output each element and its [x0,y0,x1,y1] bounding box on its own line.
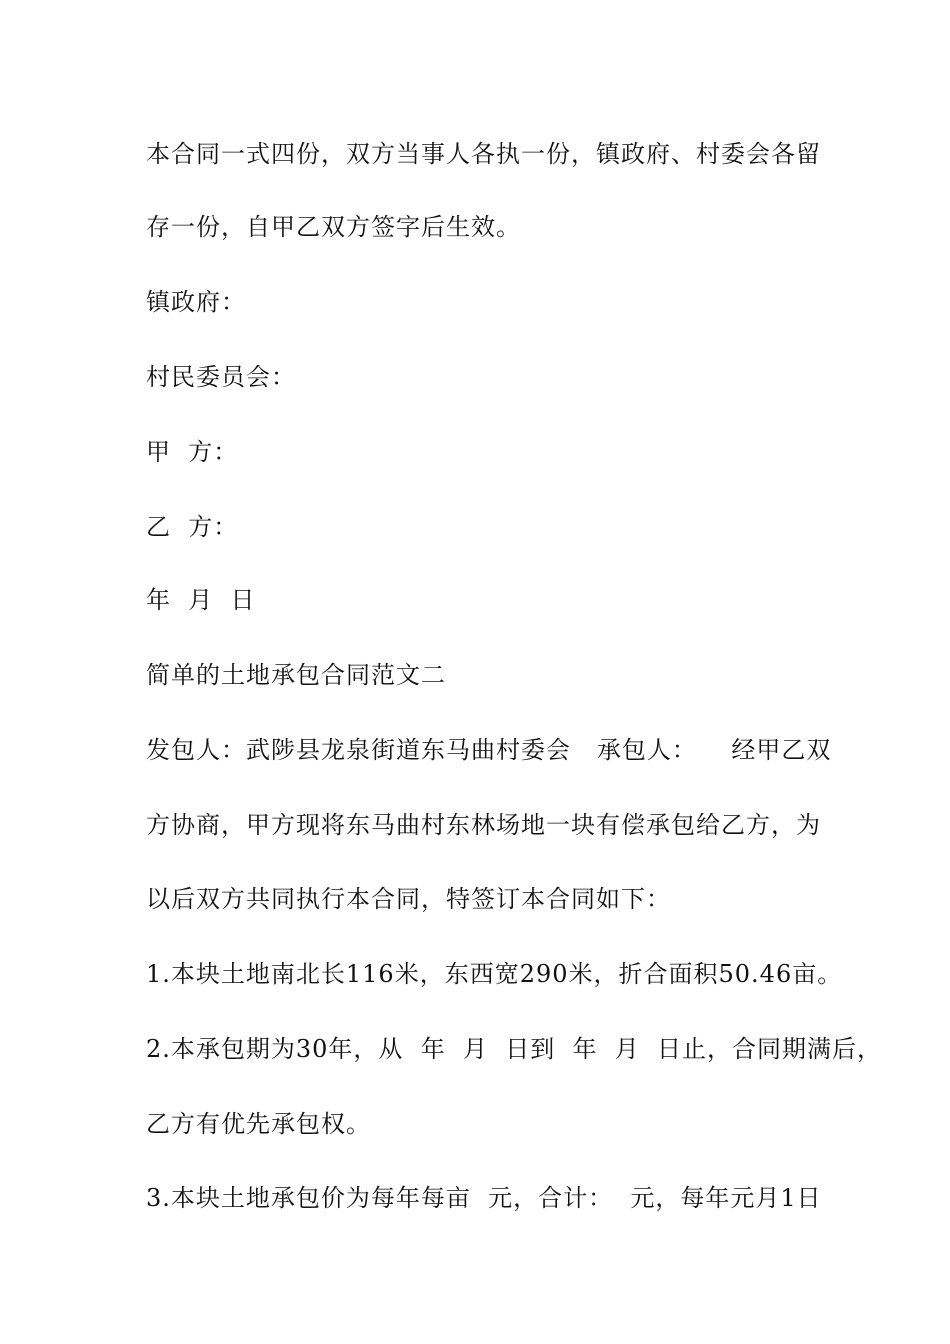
parties-paragraph-line-2: 方协商，甲方现将东马曲村东林场地一块有偿承包给乙方，为 [146,811,821,839]
party-b-signature-label: 乙 方： [146,513,239,541]
parties-paragraph-line-3: 以后双方共同执行本合同，特签订本合同如下： [146,885,671,913]
village-committee-signature-label: 村民委员会： [146,363,296,391]
section-heading: 简单的土地承包合同范文二 [146,661,446,689]
clause-2-term-line-2: 乙方有优先承包权。 [146,1110,371,1138]
contract-copies-clause-line-2: 存一份，自甲乙双方签字后生效。 [146,213,521,241]
contract-copies-clause-line-1: 本合同一式四份，双方当事人各执一份，镇政府、村委会各留 [146,140,821,168]
parties-paragraph-line-1: 发包人：武陟县龙泉街道东马曲村委会 承包人： 经甲乙双 [146,736,832,764]
clause-1-land-size: 1.本块土地南北长116米，东西宽290米，折合面积50.46亩。 [146,960,843,988]
signature-date-label: 年 月 日 [146,586,256,614]
clause-3-price: 3.本块土地承包价为每年每亩 元，合计： 元，每年元月1日 [146,1184,822,1212]
town-government-signature-label: 镇政府： [146,288,246,316]
party-a-signature-label: 甲 方： [146,438,239,466]
clause-2-term-line-1: 2.本承包期为30年，从 年 月 日到 年 月 日止，合同期满后， [146,1035,882,1063]
